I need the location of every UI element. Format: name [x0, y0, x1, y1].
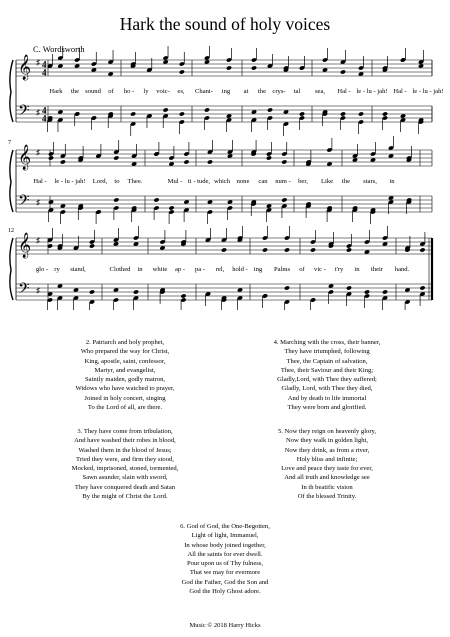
- note-head: [262, 247, 268, 252]
- measure-number: 12: [8, 228, 14, 234]
- note-head: [251, 65, 257, 70]
- lyric-syllable: ti - tude,: [187, 178, 211, 185]
- bass-clef: 𝄢: [18, 102, 30, 122]
- verse-line: Love and peace they taste for ever,: [281, 465, 373, 473]
- lyric-syllable: hold -: [232, 266, 248, 273]
- verse-line: Martyr, and evangelist,: [94, 366, 156, 374]
- lyric-syllable: sea,: [314, 88, 326, 95]
- note-head: [133, 289, 139, 294]
- lyric-syllable: voic-: [156, 88, 170, 95]
- note-head: [419, 247, 425, 252]
- lyric-syllable: Hal -: [33, 178, 47, 185]
- verse-line: Who prepared the way for Christ,: [80, 348, 170, 356]
- note-head: [281, 197, 287, 202]
- note-head: [89, 243, 95, 248]
- verse-line: Thee, the Captain of salvation,: [286, 357, 368, 365]
- lyric-syllable: the: [257, 88, 267, 95]
- verse-4: [232, 338, 422, 412]
- lyric-syllable: at: [243, 88, 249, 95]
- note-head: [153, 197, 159, 202]
- note-head: [179, 111, 185, 116]
- lyric-syllable: Clothed: [109, 266, 131, 273]
- time-signature: 4: [42, 113, 47, 124]
- verse-5: [232, 427, 422, 501]
- verse-line: They have triumphed, following: [284, 348, 370, 356]
- lyric-syllable: le - lu - jah!: [356, 88, 388, 95]
- verse-line: Light of light, Immanuel,: [191, 532, 259, 540]
- verse-line: Gladly,Lord, with Thee they suffered;: [277, 376, 377, 384]
- lyric-syllable: crys-: [272, 88, 286, 95]
- time-signature: 4: [42, 67, 47, 78]
- note-head: [60, 159, 66, 164]
- lyric-syllable: to: [114, 178, 120, 185]
- verse-line: God the Holy Ghost adore.: [189, 588, 261, 596]
- note-head: [340, 69, 346, 74]
- verse-line: And by death to life immortal: [287, 394, 367, 402]
- note-head: [299, 111, 305, 116]
- brace: [10, 150, 13, 212]
- treble-clef: 𝄞: [18, 232, 32, 257]
- lyric-syllable: which: [213, 178, 231, 185]
- time-signature: 4: [42, 105, 47, 116]
- hymn-title: Hark the sound of holy voices: [119, 14, 331, 34]
- lyric-syllable: Hark: [49, 88, 63, 95]
- lyric-syllable: ho -: [123, 88, 135, 95]
- lyric-syllable: Lord,: [92, 178, 108, 185]
- verse-line: 3. They have come from tribulation,: [77, 428, 173, 435]
- lyric-syllable: the: [70, 88, 80, 95]
- lyric-syllable: in: [137, 266, 143, 273]
- brace: [10, 60, 13, 122]
- verse-line: Tried they were, and firm they stood,: [76, 455, 174, 463]
- verse-line: Of the blessed Trinity.: [297, 493, 357, 501]
- lyric-syllable: in: [389, 178, 395, 185]
- composer-credit: C. Wordsworth: [33, 44, 85, 54]
- verse-line: Mocked, imprisoned, stoned, tormented,: [71, 465, 179, 473]
- lyric-syllable: tal: [293, 88, 301, 95]
- note-head: [113, 197, 119, 202]
- verse-line: They were born and glorified.: [287, 404, 367, 412]
- verse-line: Gladly, Lord, with Thee they died,: [281, 385, 373, 393]
- lyric-syllable: ap -: [174, 266, 186, 273]
- verse-line: 4. Marching with the cross, their banner,: [273, 339, 381, 346]
- bass-clef: 𝄢: [18, 192, 30, 212]
- sharp-sign: ♯: [36, 108, 40, 117]
- note-head: [382, 111, 388, 116]
- verse-line: Washed them in the blood of Jesus;: [78, 446, 172, 454]
- lyric-syllable: vic -: [314, 266, 326, 273]
- sharp-sign: ♯: [36, 286, 40, 295]
- verse-2: [30, 338, 220, 412]
- verse-line: All the saints for ever dwell.: [187, 550, 263, 558]
- note-head: [163, 107, 169, 112]
- note-head: [419, 285, 425, 290]
- verse-line: To the Lord of all, are there.: [87, 404, 163, 412]
- lyric-syllable: their: [370, 266, 384, 273]
- copyright-footer: Music © 2018 Harry Hicks: [189, 622, 261, 629]
- lyric-syllable: pa -: [194, 266, 206, 273]
- time-signature: 4: [42, 59, 47, 70]
- verse-line: Pour upon us of Thy fulness,: [186, 560, 264, 568]
- note-head: [179, 69, 185, 74]
- verse-3: [30, 427, 220, 501]
- lyric-syllable: es,: [177, 88, 185, 95]
- verse-line: God the Father, God the Son and: [181, 578, 269, 586]
- lyric-syllable: in: [354, 266, 360, 273]
- bass-clef: 𝄢: [18, 280, 30, 300]
- note-head: [284, 247, 290, 252]
- lyric-syllable: of: [299, 266, 305, 273]
- verse-line: Now they walk in golden light,: [285, 437, 369, 445]
- verse-line: Holy bliss and infinite;: [296, 455, 358, 463]
- note-head: [113, 155, 119, 160]
- sharp-sign: ♯: [36, 58, 40, 67]
- score-svg: [0, 0, 450, 310]
- note-head: [346, 285, 352, 290]
- lyric-syllable: Chant-: [195, 88, 213, 95]
- note-head: [226, 65, 232, 70]
- lyric-syllable: white: [152, 266, 168, 273]
- verse-6: [130, 522, 320, 596]
- lyric-syllable: hand.: [394, 266, 410, 273]
- lyric-syllable: of: [108, 88, 114, 95]
- verse-line: 5. Now they reign on heavenly glory,: [277, 428, 377, 435]
- lyric-syllable: t'ry: [334, 266, 344, 273]
- note-head: [89, 289, 95, 294]
- note-head: [284, 285, 290, 290]
- lyric-syllable: le - lu - jah!: [412, 88, 444, 95]
- treble-clef: 𝄞: [18, 54, 32, 79]
- verse-line: That we may for evermore: [189, 569, 261, 577]
- sharp-sign: ♯: [36, 148, 40, 157]
- lyric-syllable: Thee.: [127, 178, 143, 185]
- lyric-syllable: Hal -: [337, 88, 351, 95]
- note-head: [207, 159, 213, 164]
- lyric-syllable: le - lu - jah!: [54, 178, 86, 185]
- note-head: [48, 155, 54, 160]
- verse-line: King, apostle, saint, confessor,: [84, 357, 166, 365]
- sharp-sign: ♯: [36, 236, 40, 245]
- note-head: [204, 107, 210, 112]
- music-score: [0, 0, 450, 310]
- note-head: [310, 247, 316, 252]
- lyric-syllable: num -: [275, 178, 291, 185]
- lyric-syllable: sound: [85, 88, 101, 95]
- verse-line: And all truth and knowledge see: [284, 474, 370, 482]
- verse-line: 2. Patriarch and holy prophet,: [85, 339, 165, 346]
- lyric-syllable: can: [258, 178, 268, 185]
- note-head: [267, 107, 273, 112]
- note-head: [364, 289, 370, 294]
- note-head: [183, 159, 189, 164]
- lyric-syllable: ing: [221, 88, 231, 95]
- verse-line: 6. God of God, the One-Begotten,: [180, 523, 270, 530]
- lyric-syllable: ber,: [298, 178, 308, 185]
- lyric-syllable: stars,: [363, 178, 377, 185]
- verse-line: Thee, their Saviour and their King;: [280, 366, 374, 374]
- note-head: [358, 111, 364, 116]
- lyric-syllable: Palms: [273, 266, 291, 273]
- sharp-sign: ♯: [36, 198, 40, 207]
- measure-number: 7: [8, 140, 11, 146]
- lyric-syllable: glo -: [35, 266, 49, 273]
- verse-line: Joined in holy concert, singing: [84, 394, 166, 402]
- note-head: [281, 159, 287, 164]
- treble-clef: 𝄞: [18, 144, 32, 169]
- note-head: [346, 247, 352, 252]
- lyric-syllable: Hal -: [393, 88, 407, 95]
- note-head: [168, 205, 174, 210]
- brace: [10, 238, 13, 300]
- note-head: [340, 111, 346, 116]
- lyric-syllable: rel,: [215, 266, 225, 273]
- note-head: [180, 293, 186, 298]
- verse-line: By the might of Christ the Lord.: [82, 493, 168, 501]
- verse-line: Sawn asunder, slain with sword,: [82, 474, 168, 482]
- lyric-syllable: Like: [320, 178, 334, 185]
- verse-line: Saintly maiden, godly matron,: [84, 376, 166, 384]
- verse-line: In whose body joined together,: [184, 541, 266, 549]
- note-head: [382, 289, 388, 294]
- note-head: [266, 155, 272, 160]
- lyric-syllable: ing: [253, 266, 263, 273]
- note-head: [221, 247, 227, 252]
- lyric-syllable: none: [236, 178, 250, 185]
- lyric-syllable: ry: [54, 266, 60, 273]
- verse-line: They have conquered death and Satan: [74, 483, 176, 491]
- verse-line: Now they drink, as from a river,: [284, 446, 370, 454]
- verse-line: And have washed their robes in blood,: [74, 437, 176, 445]
- lyric-syllable: the: [341, 178, 351, 185]
- note-head: [130, 111, 136, 116]
- verse-line: In th beatific vision: [301, 483, 353, 491]
- lyric-syllable: stand,: [70, 266, 86, 273]
- lyric-syllable: Mul -: [167, 178, 183, 185]
- lyric-syllable: ly: [143, 88, 149, 95]
- verse-line: Widows who have watched to prayer,: [75, 385, 175, 393]
